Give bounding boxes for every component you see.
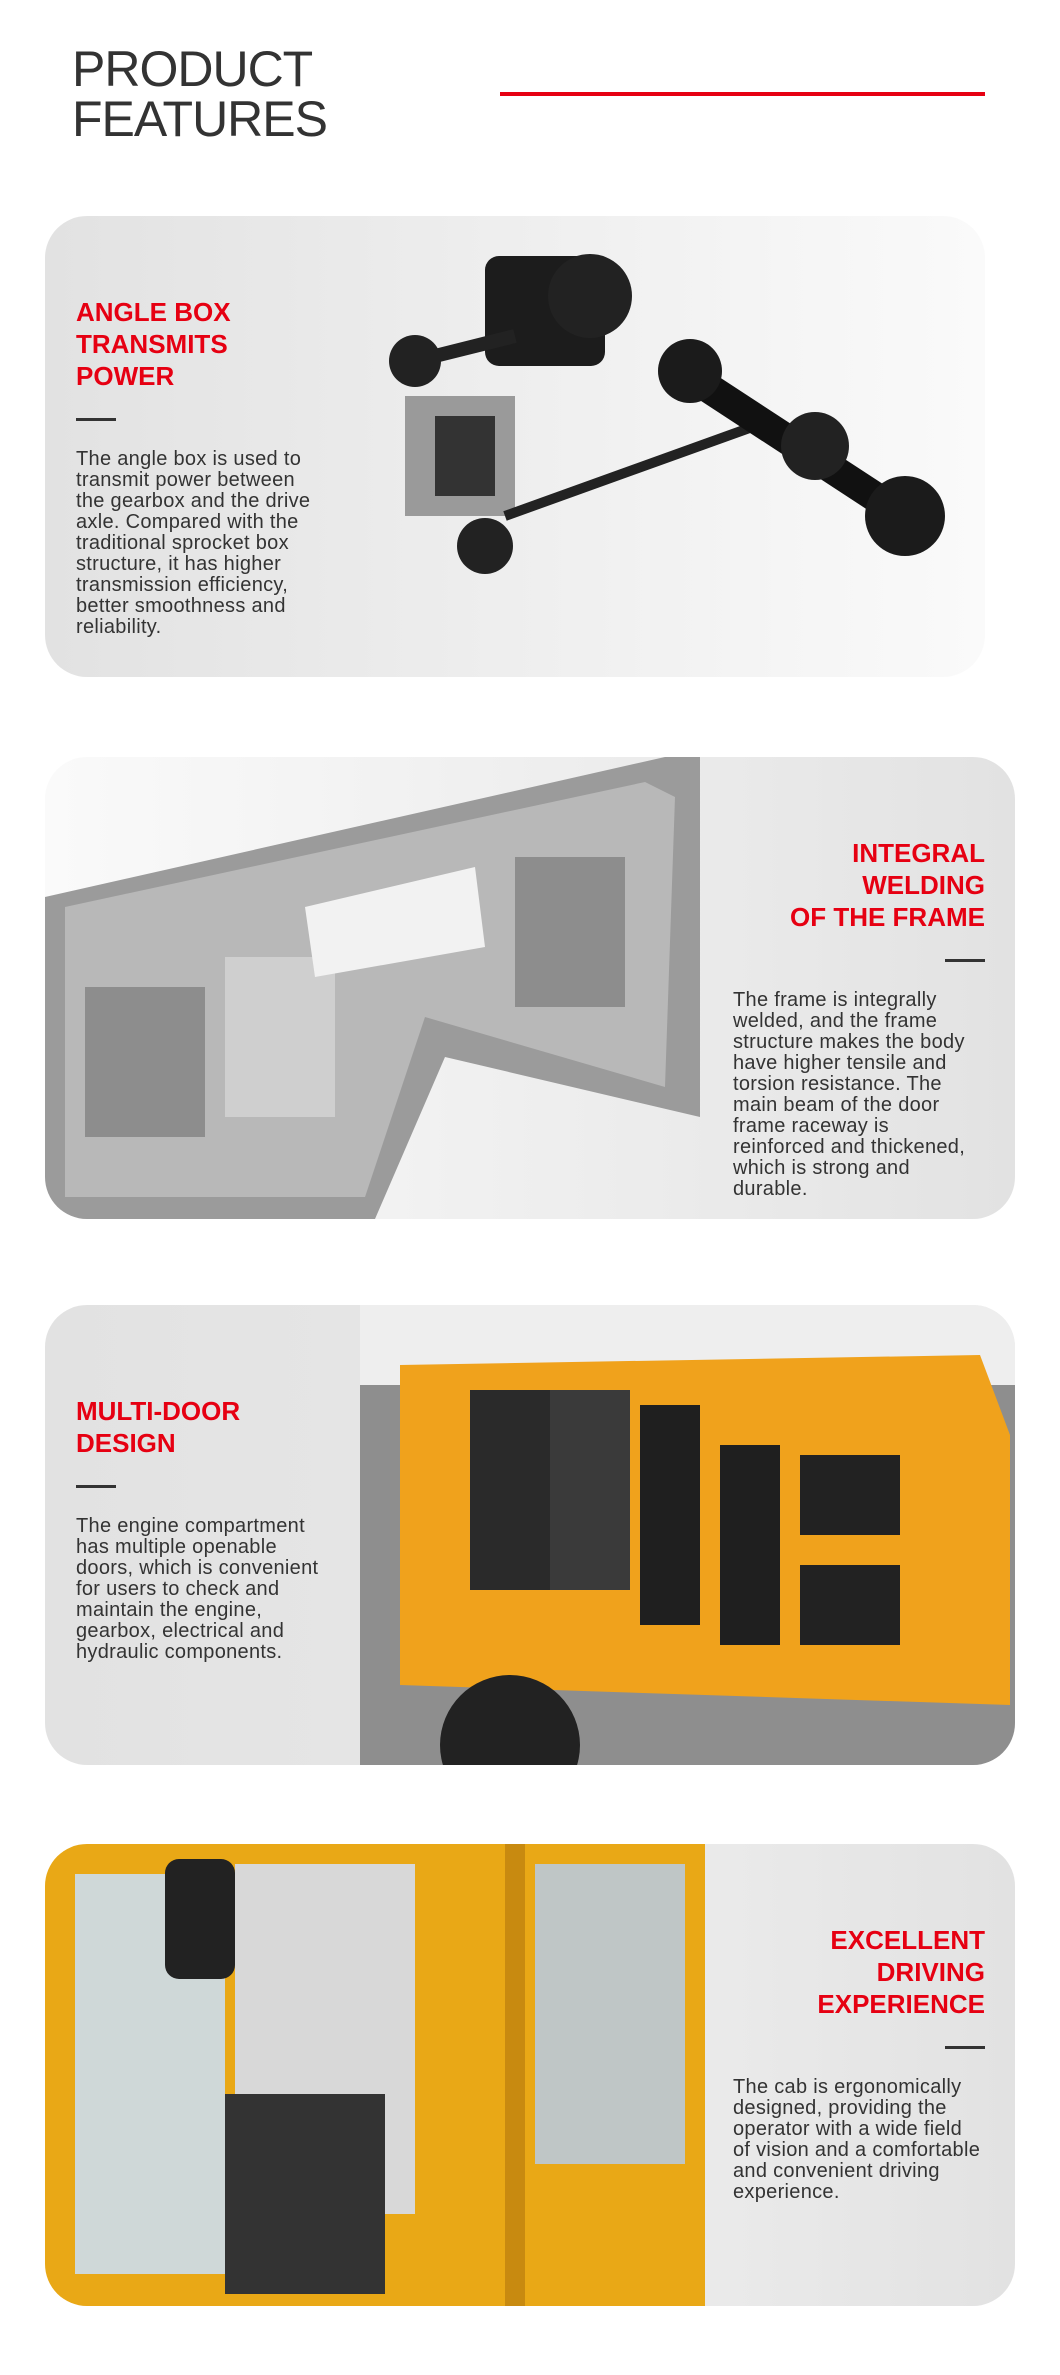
feature-body: The cab is ergonomically designed, providing the operator with a wide field of vision and a comfortable and convenient driving experience. xyxy=(733,2076,981,2203)
operator-cab-image xyxy=(45,1844,705,2306)
page-title xyxy=(72,41,327,147)
feature-body: The engine compartment has multiple openable doors, which is convenient for users to check and maintain the engine, gearbox, electrical and hydraulic components. xyxy=(76,1515,319,1663)
feature-card-angle-box xyxy=(45,216,985,677)
feature-text xyxy=(733,1924,985,2203)
feature-card-multi-door xyxy=(45,1305,1015,1765)
angle-box-drivetrain-image xyxy=(375,236,975,666)
feature-text xyxy=(76,296,328,638)
dash-divider xyxy=(76,1485,116,1488)
accent-divider xyxy=(500,92,985,96)
frame-image xyxy=(45,757,705,1219)
dash-divider xyxy=(76,418,116,421)
feature-card-frame-welding xyxy=(45,757,1015,1219)
feature-body: The frame is integrally welded, and the frame structure makes the body have higher tensile and torsion resistance. The main beam of the door frame raceway is reinforced and thickened, which is strong and durable. xyxy=(733,989,966,1200)
feature-body: The angle box is used to transmit power between the gearbox and the drive axle. Compared with the traditional sprocket box structure, it has higher transmission efficiency, better smoothness and reliability. xyxy=(76,448,311,638)
feature-text xyxy=(76,1395,328,1663)
feature-title: INTEGRAL WELDING OF THE FRAME xyxy=(790,838,985,932)
engine-compartment-image xyxy=(360,1305,1015,1765)
title-line: PRODUCT xyxy=(72,41,313,97)
feature-title: EXCELLENT DRIVING EXPERIENCE xyxy=(817,1925,985,2019)
feature-title: ANGLE BOX TRANSMITS POWER xyxy=(76,297,231,391)
dash-divider xyxy=(945,2046,985,2049)
title-line: FEATURES xyxy=(72,91,327,147)
dash-divider xyxy=(945,959,985,962)
feature-card-driving-experience xyxy=(45,1844,1015,2306)
feature-title: MULTI-DOOR DESIGN xyxy=(76,1396,241,1458)
feature-text xyxy=(733,837,985,1200)
